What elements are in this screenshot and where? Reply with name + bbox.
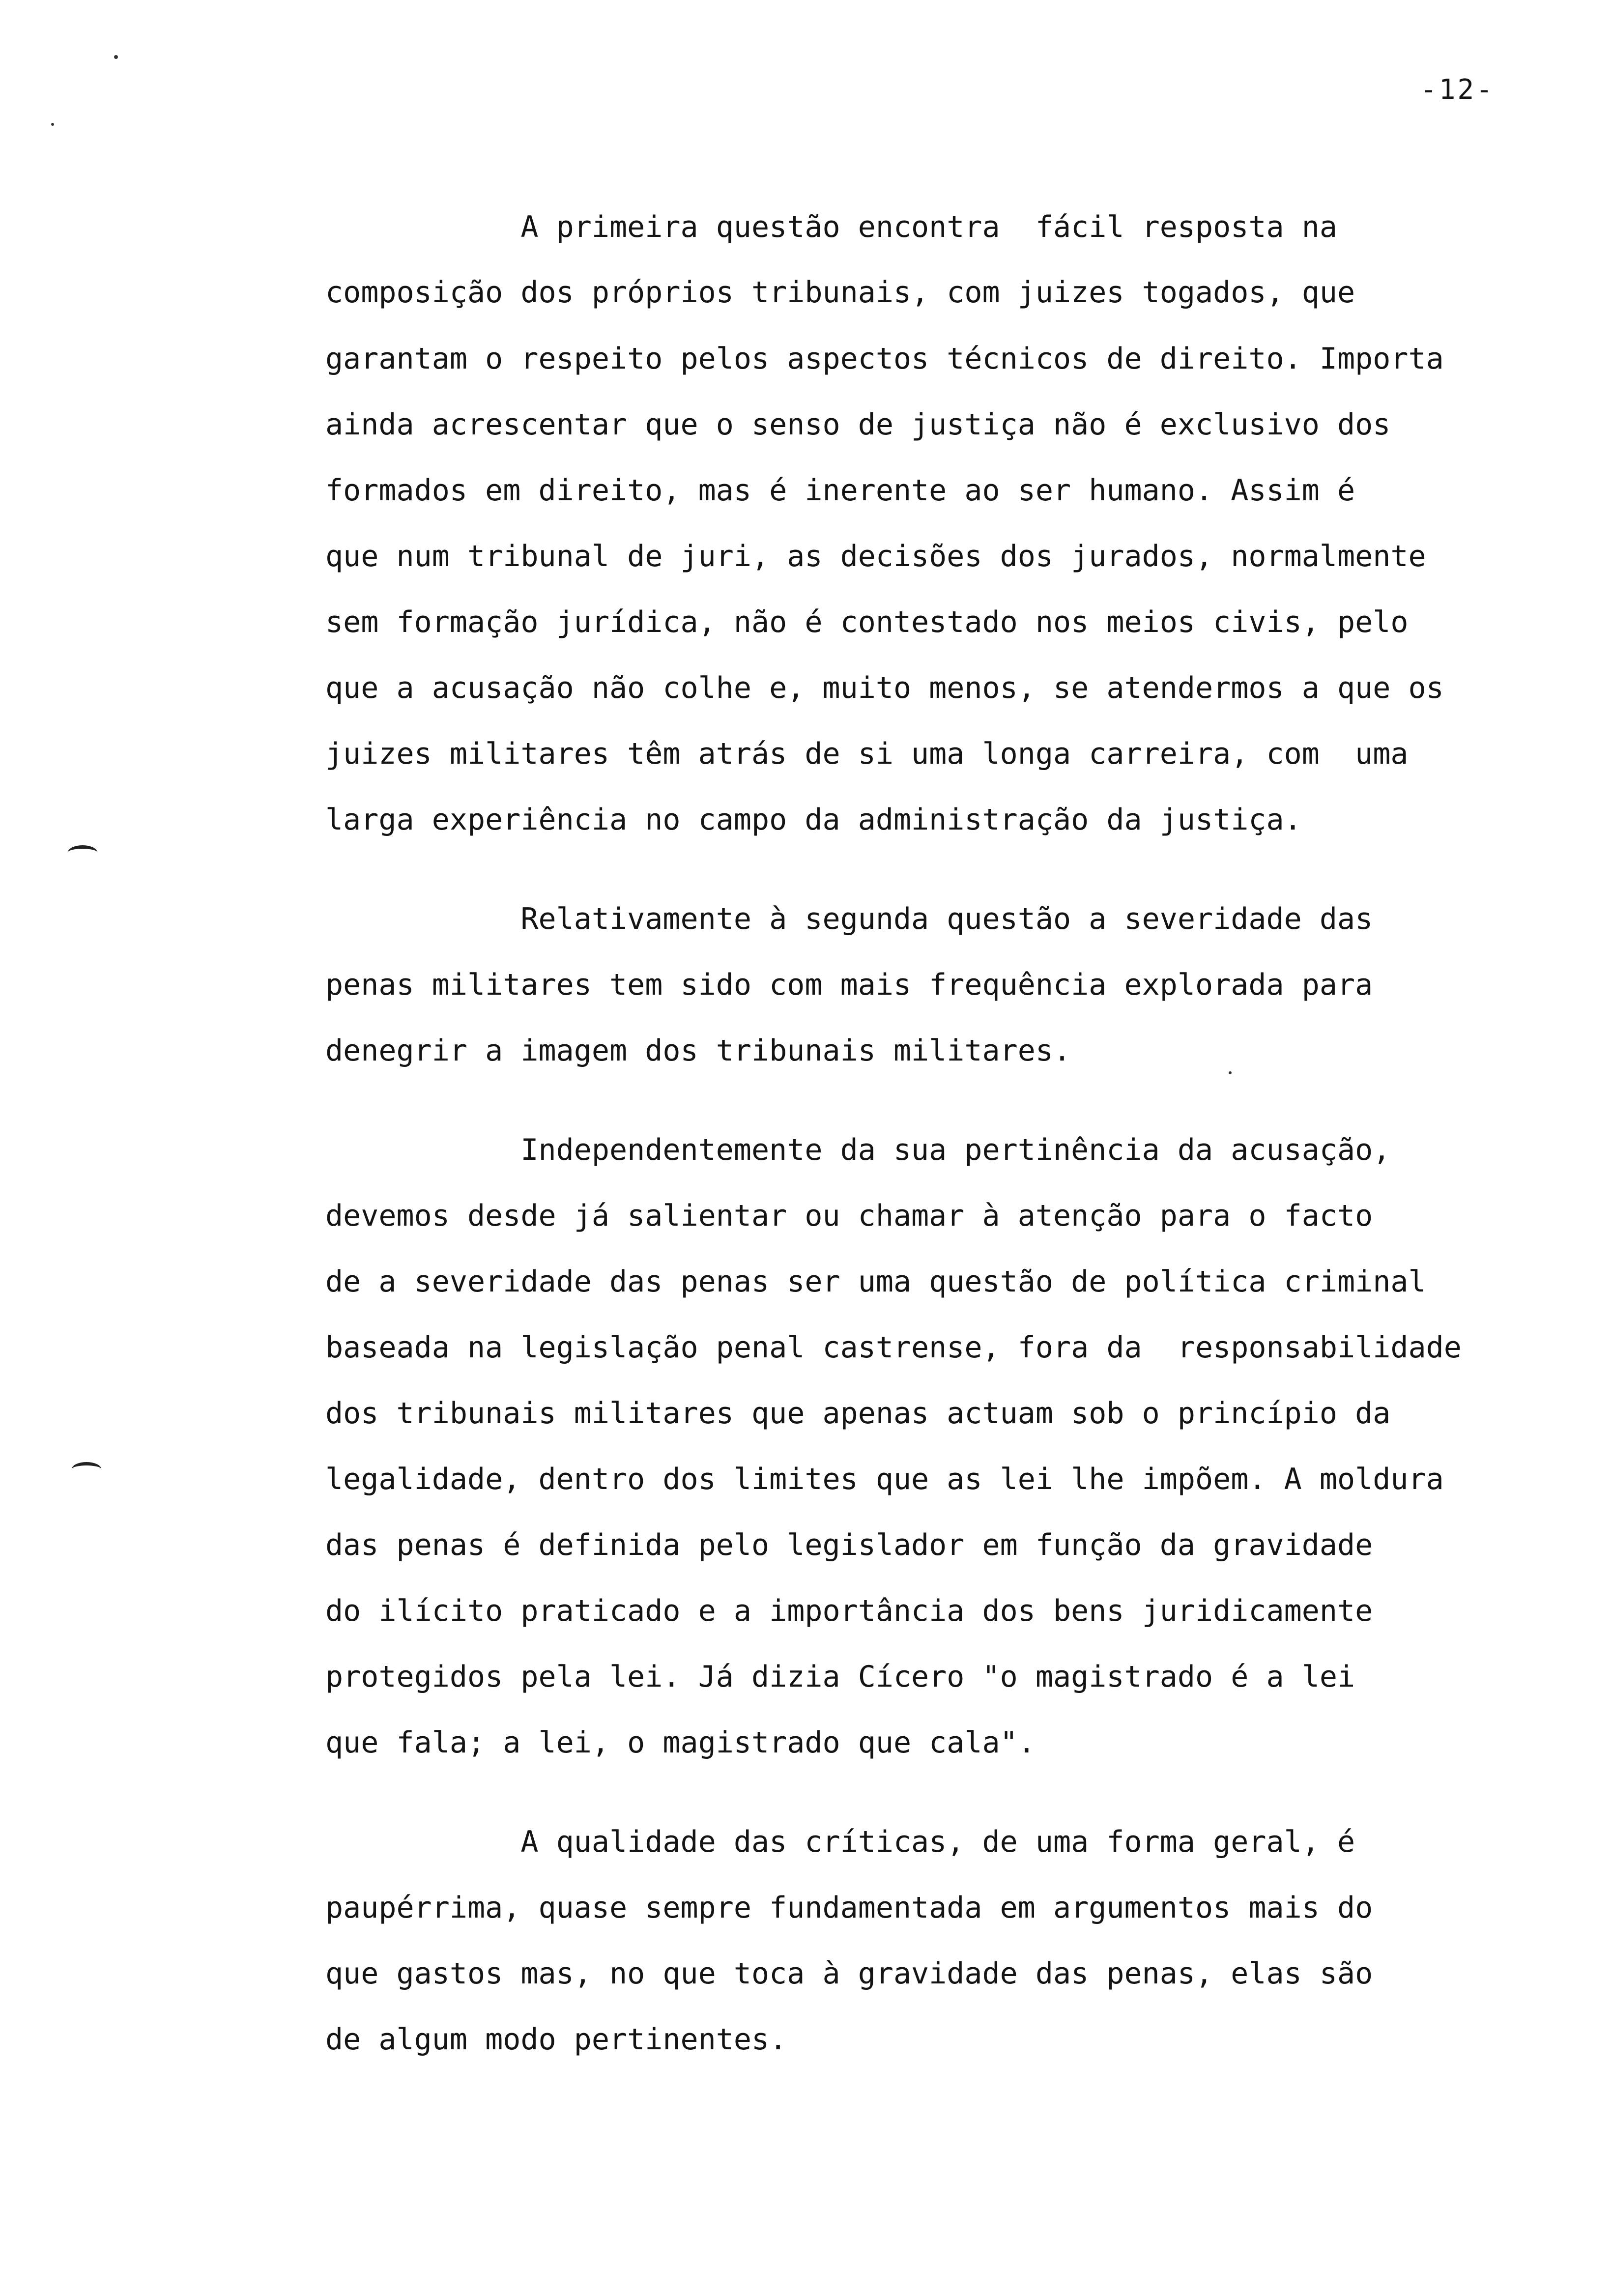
paragraph-1-line-8: que a acusação não colhe e, muito menos, se atendermos a que os xyxy=(325,671,1444,705)
binder-hole-mark xyxy=(72,1462,101,1476)
paragraph-3-line-10: que fala; a lei, o magistrado que cala". xyxy=(325,1725,1036,1760)
scan-speck xyxy=(1229,1071,1232,1074)
paragraph-1-line-10: larga experiência no campo da administração da justiça. xyxy=(325,803,1302,837)
paragraph-3-line-4: baseada na legislação penal castrense, fora da responsabilidade xyxy=(325,1330,1462,1365)
binder-hole-mark xyxy=(68,845,97,860)
paragraph-3-line-9: protegidos pela lei. Já dizia Cícero "o magistrado é a lei xyxy=(325,1660,1355,1694)
paragraph-3-line-1: Independentemente da sua pertinência da acusação, xyxy=(325,1133,1391,1167)
paragraph-3-line-5: dos tribunais militares que apenas actuam sob o princípio da xyxy=(325,1396,1391,1431)
paragraph-3-line-8: do ilícito praticado e a importância dos bens juridicamente xyxy=(325,1594,1373,1628)
paragraph-1-line-9: juizes militares têm atrás de si uma longa carreira, com uma xyxy=(325,737,1409,771)
scan-speck xyxy=(114,55,118,59)
paragraph-3-line-2: devemos desde já salientar ou chamar à atenção para o facto xyxy=(325,1199,1373,1233)
paragraph-1-line-7: sem formação jurídica, não é contestado nos meios civis, pelo xyxy=(325,605,1409,639)
paragraph-4-line-2: paupérrima, quase sempre fundamentada em argumentos mais do xyxy=(325,1891,1373,1925)
paragraph-1-line-1: A primeira questão encontra fácil resposta na xyxy=(325,210,1338,244)
paragraph-1-line-3: garantam o respeito pelos aspectos técnicos de direito. Importa xyxy=(325,342,1444,376)
paragraph-3-line-3: de a severidade das penas ser uma questão de política criminal xyxy=(325,1264,1426,1299)
scan-speck xyxy=(51,123,54,126)
paragraph-3-line-6: legalidade, dentro dos limites que as lei lhe impõem. A moldura xyxy=(325,1462,1444,1496)
paragraph-1-line-6: que num tribunal de juri, as decisões dos jurados, normalmente xyxy=(325,539,1426,574)
paragraph-1-line-4: ainda acrescentar que o senso de justiça não é exclusivo dos xyxy=(325,407,1391,442)
paragraph-4-line-3: que gastos mas, no que toca à gravidade das penas, elas são xyxy=(325,1956,1373,1991)
paragraph-2-line-2: penas militares tem sido com mais frequência explorada para xyxy=(325,968,1373,1002)
paragraph-2-line-3: denegrir a imagem dos tribunais militares. xyxy=(325,1033,1071,1068)
paragraph-4-line-4: de algum modo pertinentes. xyxy=(325,2022,787,2057)
paragraph-4-line-1: A qualidade das críticas, de uma forma geral, é xyxy=(325,1825,1355,1859)
paragraph-1-line-5: formados em direito, mas é inerente ao ser humano. Assim é xyxy=(325,473,1355,508)
page-number: -12- xyxy=(1420,74,1495,106)
paragraph-3-line-7: das penas é definida pelo legislador em função da gravidade xyxy=(325,1528,1373,1562)
paragraph-2-line-1: Relativamente à segunda questão a severidade das xyxy=(325,902,1373,936)
paragraph-1-line-2: composição dos próprios tribunais, com juizes togados, que xyxy=(325,275,1355,310)
